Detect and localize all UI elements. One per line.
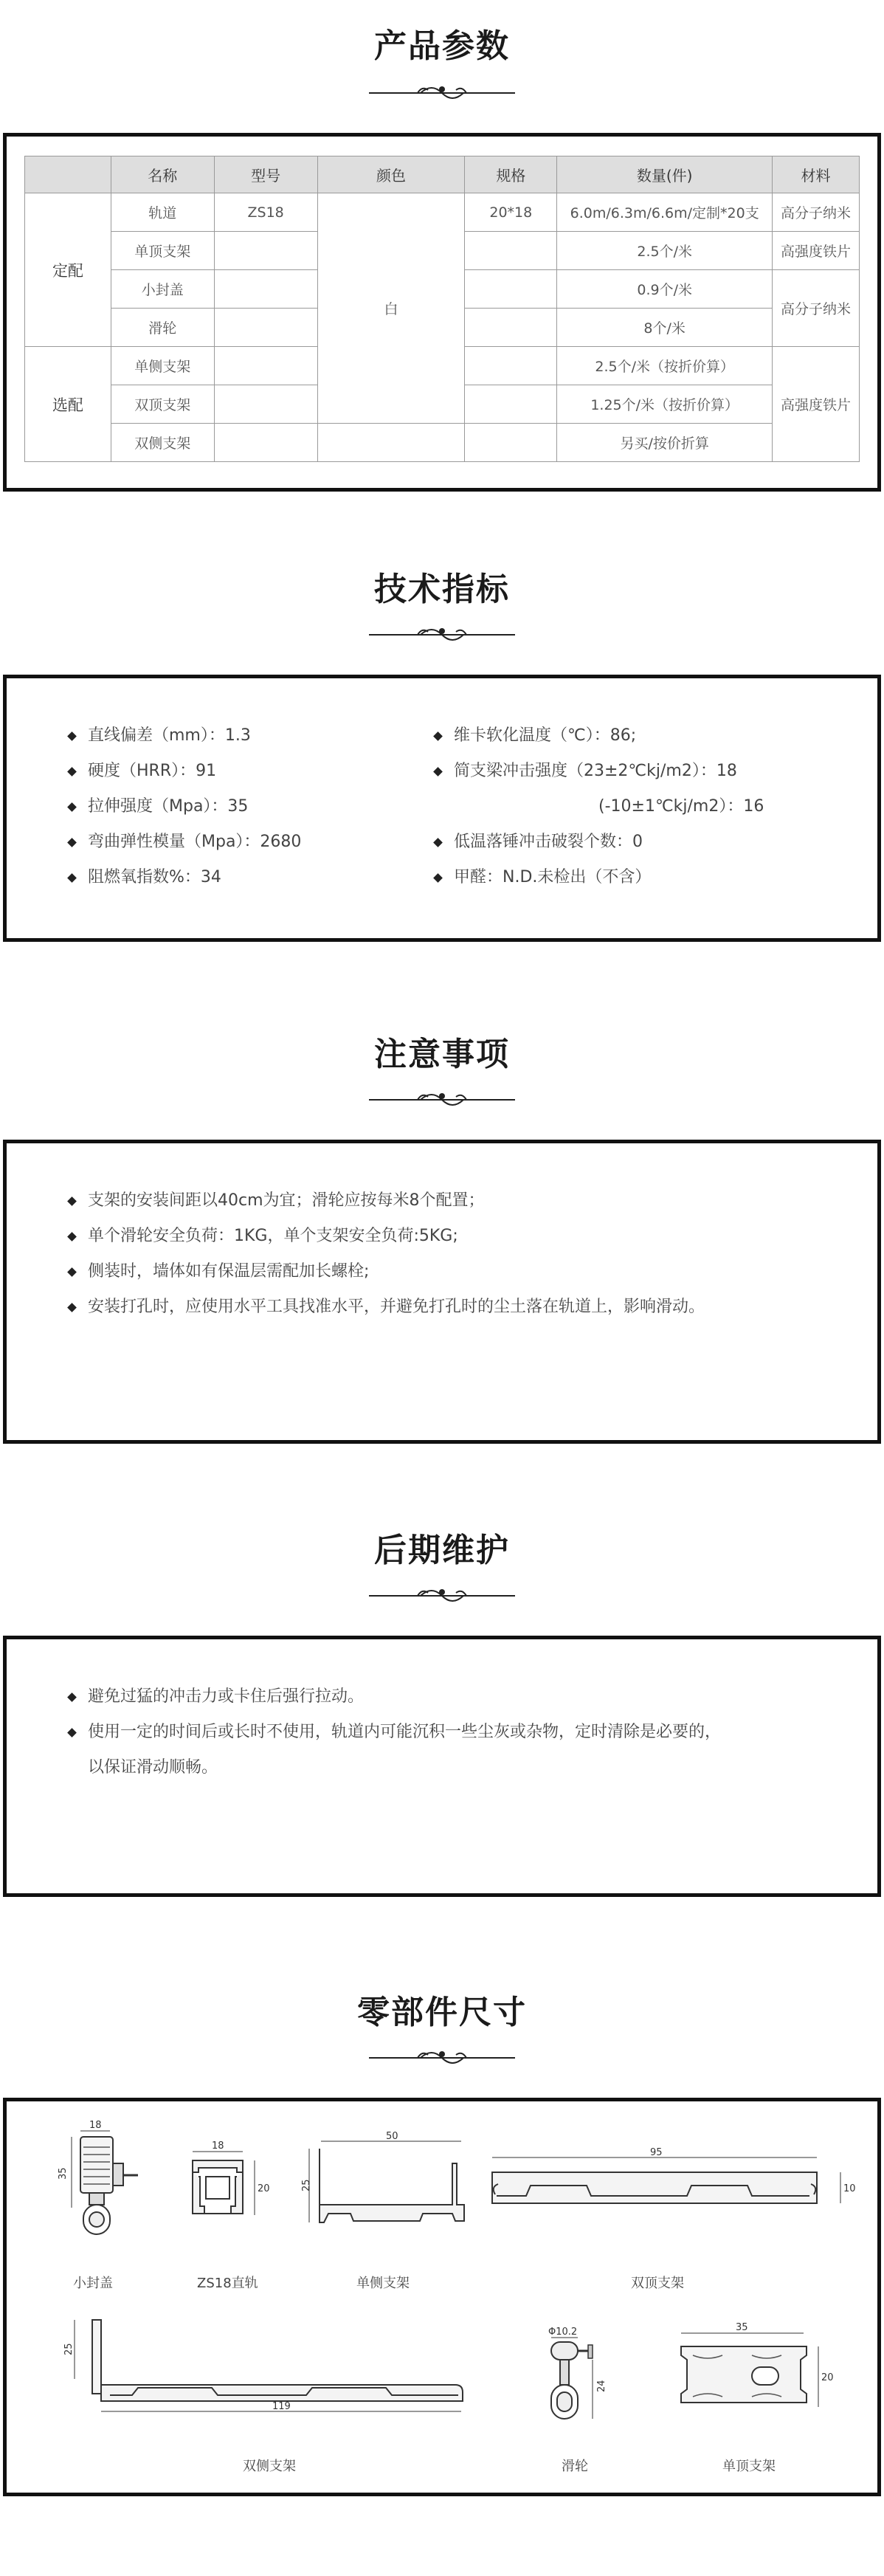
dim-label: 20 (258, 2183, 270, 2194)
dim-label: 20 (821, 2372, 834, 2383)
list-item: 支架的安装间距以40cm为宜；滑轮应按每米8个配置； (66, 1183, 705, 1219)
single-side-bracket-drawing (299, 2131, 483, 2237)
table-header: 规格 (465, 156, 557, 193)
section-title-params: 产品参数 (374, 27, 510, 65)
section-title-notes: 注意事项 (374, 1036, 510, 1073)
cell-color-empty (317, 424, 465, 462)
section-title-parts: 零部件尺寸 (357, 1994, 527, 2031)
maintenance-list (66, 1679, 721, 1785)
divider-ornament-icon (369, 83, 515, 100)
double-side-bracket-drawing (58, 2315, 501, 2419)
cell-material: 高分子纳米 (773, 270, 860, 347)
group-label-standard: 定配 (25, 193, 111, 347)
cell-name: 小封盖 (111, 270, 214, 309)
list-item: 侧装时，墙体如有保温层需配加长螺栓; (66, 1254, 705, 1289)
bullet-icon (433, 838, 443, 847)
table-header: 型号 (214, 156, 317, 193)
list-item: 安装打孔时，应使用水平工具找准水平，并避免打孔时的尘土落在轨道上，影响滑动。 (66, 1289, 705, 1325)
part-label-double-side: 双侧支架 (243, 2459, 296, 2474)
tech-frame (3, 675, 881, 942)
notes-list (66, 1183, 705, 1325)
part-label-pulley: 滑轮 (562, 2459, 588, 2474)
table-header-blank (25, 156, 111, 193)
cell-spec (465, 270, 557, 309)
dim-label: 25 (301, 2179, 312, 2191)
single-top-bracket-drawing (671, 2322, 848, 2429)
dim-label: 35 (736, 2322, 748, 2333)
bullet-icon (67, 1692, 77, 1702)
cell-material: 高强度铁片 (773, 232, 860, 270)
list-item: 简支梁冲击强度（23±2℃kj/m2）：18 (432, 754, 764, 789)
table-row (25, 424, 860, 462)
cell-material: 高分子纳米 (773, 193, 860, 232)
pulley-drawing (538, 2327, 619, 2434)
list-item: 维卡软化温度（℃）：86; (432, 718, 764, 754)
list-item: 硬度（HRR）：91 (66, 754, 301, 789)
list-item-continuation: (-10±1℃kj/m2）：16 (598, 797, 764, 816)
divider-ornament-icon (369, 624, 515, 642)
list-item: 弯曲弹性模量（Mpa）：2680 (66, 824, 301, 860)
divider-ornament-icon (369, 2048, 515, 2065)
bullet-icon (67, 731, 77, 741)
bullet-icon (67, 767, 77, 776)
bullet-icon (67, 1196, 77, 1206)
part-label-single-top: 单顶支架 (722, 2459, 776, 2474)
bullet-icon (433, 767, 443, 776)
double-top-bracket-drawing (485, 2147, 856, 2231)
params-frame (3, 133, 881, 492)
tech-list-left (66, 718, 301, 895)
cell-spec (465, 385, 557, 424)
table-header: 数量(件) (557, 156, 773, 193)
list-item: 直线偏差（mm）：1.3 (66, 718, 301, 754)
params-table (24, 156, 860, 462)
notes-frame (3, 1140, 881, 1444)
cell-model: ZS18 (214, 193, 317, 232)
cell-name: 滑轮 (111, 309, 214, 347)
tech-list-right (432, 718, 764, 895)
cell-qty: 0.9个/米 (557, 270, 773, 309)
part-label-double-top: 双顶支架 (631, 2276, 684, 2291)
group-label-optional: 选配 (25, 347, 111, 462)
bullet-icon (67, 873, 77, 883)
dim-label: 95 (650, 2147, 663, 2158)
cell-model (214, 347, 317, 385)
list-item: 低温落锤冲击破裂个数：0 (432, 824, 764, 860)
cell-spec (465, 309, 557, 347)
table-header: 材料 (773, 156, 860, 193)
dim-label: 18 (89, 2120, 102, 2131)
parts-frame (3, 2098, 881, 2496)
cell-model (214, 270, 317, 309)
cell-spec (465, 232, 557, 270)
cell-model (214, 385, 317, 424)
cell-name: 单侧支架 (111, 347, 214, 385)
bullet-icon (67, 1232, 77, 1241)
part-label-single-side: 单侧支架 (356, 2276, 410, 2291)
cell-model (214, 424, 317, 462)
cell-color: 白 (317, 193, 465, 424)
bullet-icon (433, 873, 443, 883)
part-label-end-cap: 小封盖 (73, 2276, 113, 2291)
rail-profile-drawing (184, 2141, 272, 2233)
cell-material: 高强度铁片 (773, 347, 860, 462)
list-item-continuation: 以保证滑动顺畅。 (88, 1758, 218, 1777)
bullet-icon (67, 1267, 77, 1277)
table-row (25, 193, 860, 232)
cell-name: 双顶支架 (111, 385, 214, 424)
cell-spec (465, 424, 557, 462)
part-label-rail: ZS18直轨 (197, 2276, 258, 2291)
list-item: 拉伸强度（Mpa）：35 (66, 789, 301, 824)
cell-name: 单顶支架 (111, 232, 214, 270)
bullet-icon (67, 1728, 77, 1738)
divider-ornament-icon (369, 1089, 515, 1107)
cell-name: 轨道 (111, 193, 214, 232)
section-title-tech: 技术指标 (374, 571, 510, 608)
cell-qty: 6.0m/6.3m/6.6m/定制*20支 (557, 193, 773, 232)
dim-label: 25 (63, 2343, 75, 2355)
section-title-maintenance: 后期维护 (374, 1532, 510, 1569)
list-item: 避免过猛的冲击力或卡住后强行拉动。 (66, 1679, 721, 1715)
bullet-icon (67, 1303, 77, 1312)
cell-qty: 2.5个/米（按折价算） (557, 347, 773, 385)
cell-name: 双侧支架 (111, 424, 214, 462)
cell-qty: 8个/米 (557, 309, 773, 347)
list-item: 甲醛：N.D.未检出（不含） (432, 860, 764, 895)
list-item: 使用一定的时间后或长时不使用，轨道内可能沉积一些尘灰或杂物，定时清除是必要的， (66, 1715, 721, 1750)
cell-model (214, 309, 317, 347)
bullet-icon (67, 838, 77, 847)
dim-label: 24 (596, 2380, 607, 2392)
dim-label: 119 (272, 2401, 291, 2412)
cell-model (214, 232, 317, 270)
dim-label: Φ10.2 (548, 2327, 578, 2338)
divider-ornament-icon (369, 1585, 515, 1603)
dim-label: 35 (58, 2167, 69, 2180)
table-header: 颜色 (317, 156, 465, 193)
list-item: 单个滑轮安全负荷：1KG，单个支架安全负荷:5KG; (66, 1219, 705, 1254)
list-item: 阻燃氧指数%：34 (66, 860, 301, 895)
table-header: 名称 (111, 156, 214, 193)
bullet-icon (67, 802, 77, 812)
table-header-row (25, 156, 860, 193)
end-cap-drawing (51, 2121, 169, 2253)
cell-qty: 另买/按价折算 (557, 424, 773, 462)
dim-label: 50 (386, 2131, 398, 2142)
dim-label: 18 (212, 2141, 224, 2152)
bullet-icon (433, 731, 443, 741)
cell-spec: 20*18 (465, 193, 557, 232)
cell-qty: 2.5个/米 (557, 232, 773, 270)
maintenance-frame (3, 1636, 881, 1897)
cell-spec (465, 347, 557, 385)
cell-qty: 1.25个/米（按折价算） (557, 385, 773, 424)
dim-label: 10 (843, 2183, 856, 2194)
